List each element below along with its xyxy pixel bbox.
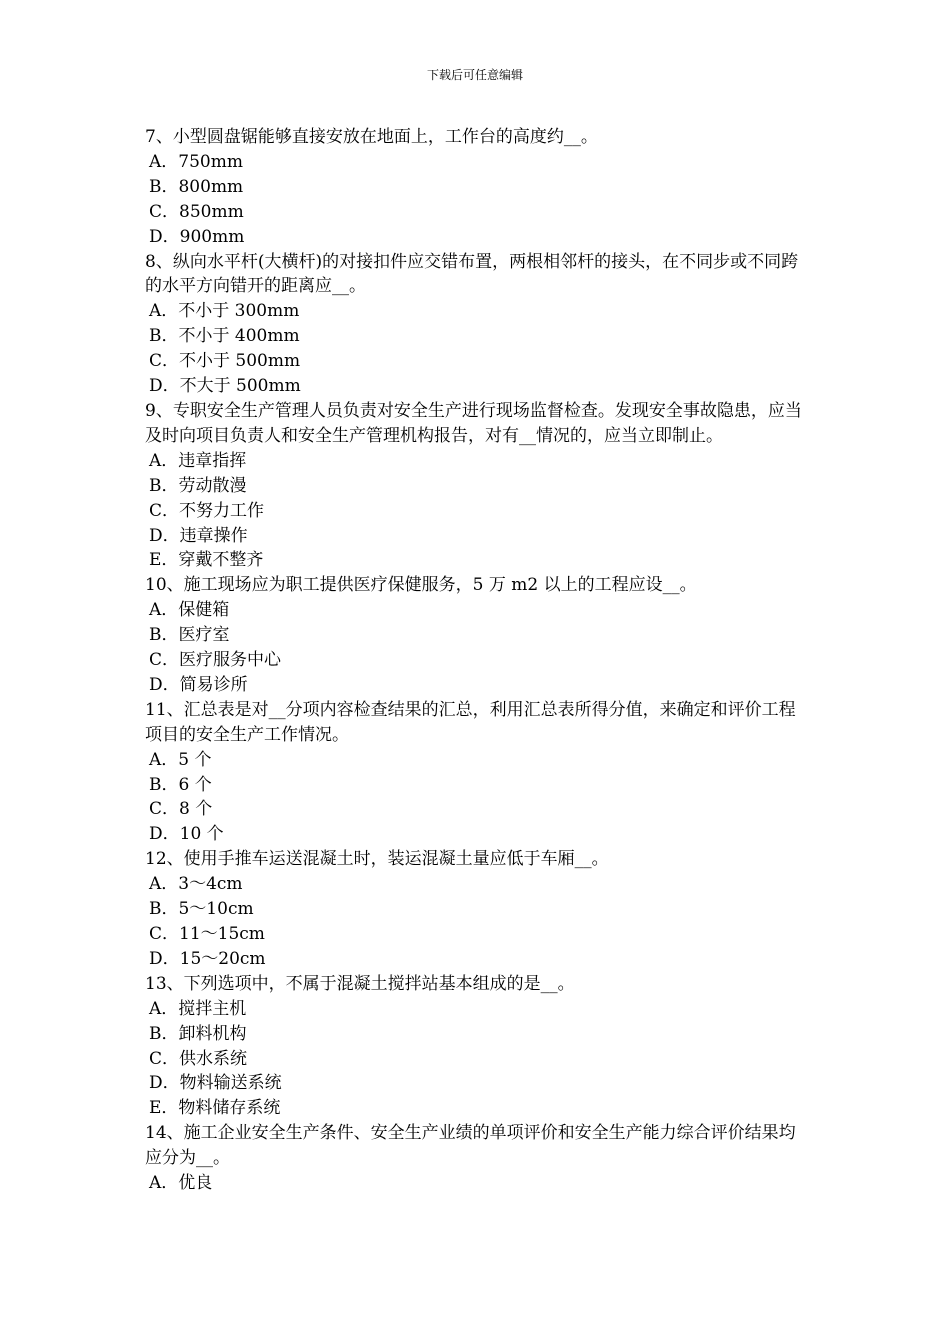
answer-option: D．10 个 <box>149 824 224 845</box>
answer-option: C．不努力工作 <box>149 500 265 521</box>
answer-option: A．750mm <box>149 151 243 172</box>
question-stem: 12、使用手推车运送混凝土时，装运混凝土量应低于车厢__。 <box>145 849 609 870</box>
answer-option: C．不小于 500mm <box>149 351 301 372</box>
answer-option: E．物料储存系统 <box>149 1098 281 1119</box>
question-stem: 8、纵向水平杆(大横杆)的对接扣件应交错布置，两根相邻杆的接头，在不同步或不同跨的水平方向错开的距离应__。 <box>145 251 799 297</box>
answer-option: C．医疗服务中心 <box>149 650 282 671</box>
answer-option: B．不小于 400mm <box>149 326 300 347</box>
answer-option: D．简易诊所 <box>149 674 248 695</box>
answer-option: B．卸料机构 <box>149 1023 247 1044</box>
page-header: 下载后可任意编辑 <box>426 68 523 82</box>
answer-option: A．3～4cm <box>149 874 243 895</box>
answer-option: D．不大于 500mm <box>149 376 301 397</box>
question-stem: 9、专职安全生产管理人员负责对安全生产进行现场监督检查。发现安全事故隐患，应当及时向项目负责人和安全生产管理机构报告，对有__情况的，应当立即制止。 <box>145 400 802 446</box>
answer-option: D．900mm <box>149 226 245 247</box>
answer-option: C．8 个 <box>149 799 213 820</box>
answer-option: B．5～10cm <box>149 899 254 920</box>
answer-option: C．850mm <box>149 201 244 222</box>
answer-option: E．穿戴不整齐 <box>149 550 264 571</box>
answer-option: D．15～20cm <box>149 948 266 969</box>
answer-option: B．800mm <box>149 176 244 197</box>
question-stem: 7、小型圆盘锯能够直接安放在地面上，工作台的高度约__。 <box>145 127 598 147</box>
answer-option: A．搅拌主机 <box>149 998 247 1019</box>
answer-option: B．劳动散漫 <box>149 475 247 496</box>
question-stem: 13、下列选项中，不属于混凝土搅拌站基本组成的是__。 <box>145 973 575 994</box>
answer-option: D．物料输送系统 <box>149 1073 282 1094</box>
answer-option: D．违章操作 <box>149 525 248 546</box>
question-list <box>145 125 810 1196</box>
question-stem: 10、施工现场应为职工提供医疗保健服务，5 万 m2 以上的工程应设__。 <box>145 575 697 596</box>
question-stem: 11、汇总表是对__分项内容检查结果的汇总，利用汇总表所得分值，来确定和评价工程项目的安全生产工作情况。 <box>145 699 796 745</box>
answer-option: C．11～15cm <box>149 924 265 944</box>
answer-option: A．优良 <box>149 1173 213 1194</box>
answer-option: A．保健箱 <box>149 600 230 621</box>
answer-option: C．供水系统 <box>149 1048 248 1069</box>
answer-option: A．不小于 300mm <box>149 301 300 322</box>
answer-option: A．5 个 <box>149 749 212 770</box>
answer-option: B．医疗室 <box>149 625 230 646</box>
question-stem: 14、施工企业安全生产条件、安全生产业绩的单项评价和安全生产能力综合评价结果均应分为__。 <box>145 1123 796 1169</box>
answer-option: A．违章指挥 <box>149 450 247 471</box>
answer-option: B．6 个 <box>149 774 212 795</box>
